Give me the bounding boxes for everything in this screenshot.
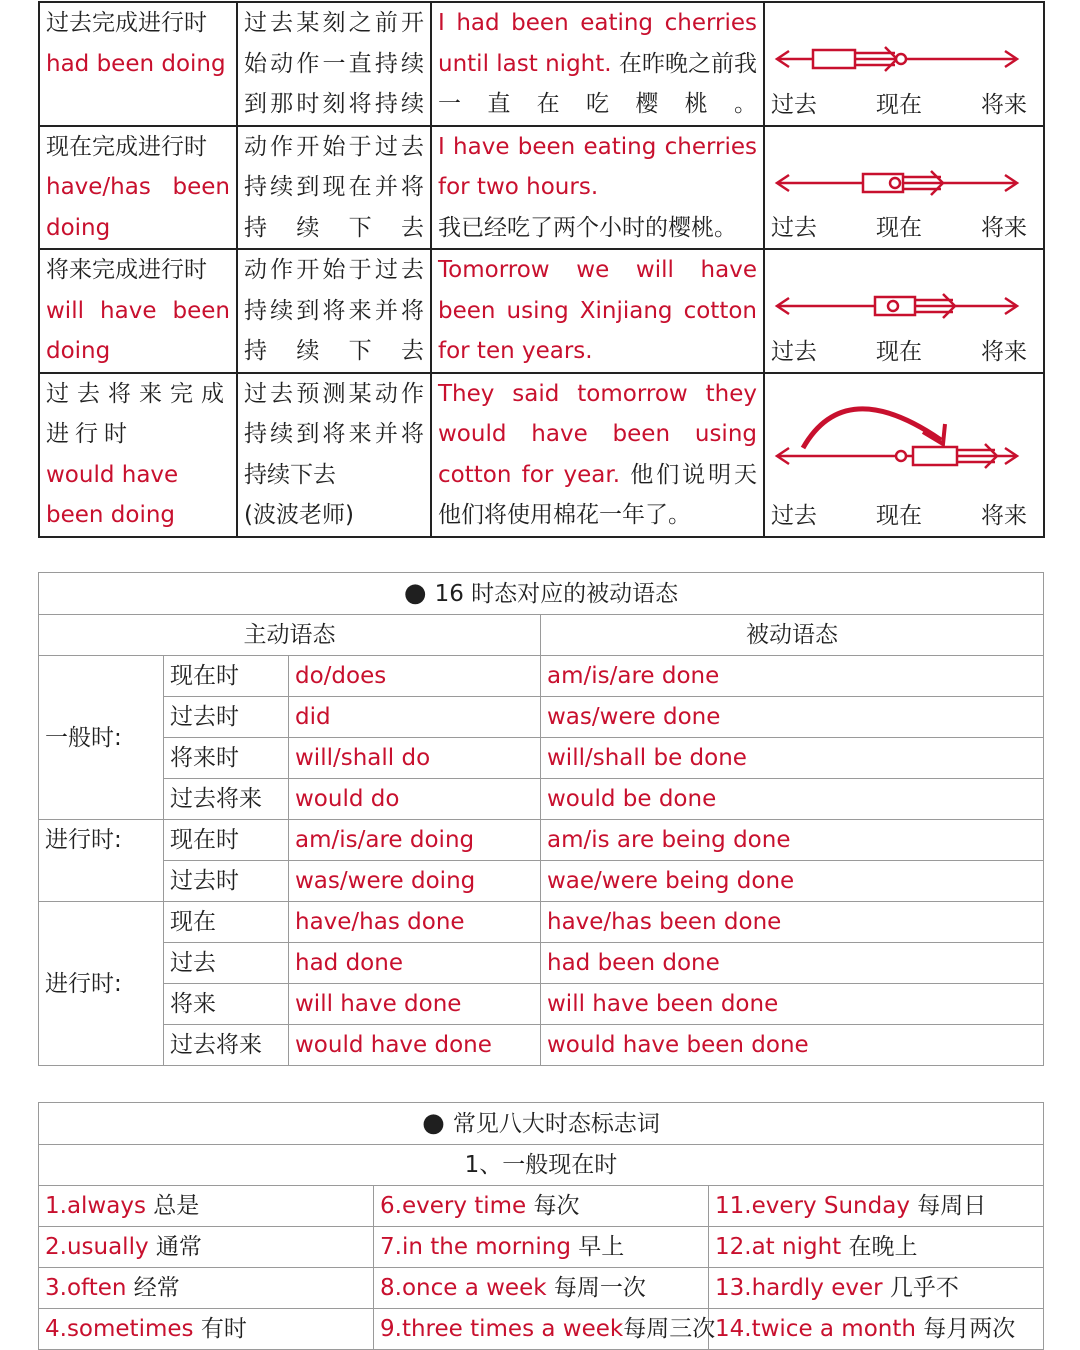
tense-cell: 现在时 [164, 820, 289, 861]
label-past: 过去 [771, 91, 817, 118]
keyword-cn: 经常 [133, 1275, 180, 1301]
timeline-cell [764, 249, 1044, 373]
timeline-cell [764, 373, 1044, 537]
table-row [39, 373, 1044, 537]
keyword-cell [374, 1186, 709, 1227]
tense-cell: 将来 [164, 984, 289, 1025]
label-past: 过去 [771, 338, 817, 365]
label-present: 现在 [876, 502, 922, 529]
keyword-cell [709, 1227, 1044, 1268]
tense-form: had been doing [46, 50, 226, 77]
keyword-section: 1、一般现在时 [39, 1145, 1044, 1186]
keyword-en: 9.three times a week [380, 1316, 624, 1342]
tense-meaning: 过去预测某动作持续到将来并将持续下去 [244, 380, 424, 488]
passive-cell: will have been done [541, 984, 1044, 1025]
table-row [39, 1227, 1044, 1268]
active-cell: have/has done [289, 902, 541, 943]
tense-cell: 现在 [164, 902, 289, 943]
tense-meaning: 动作开始于过去持续到现在并将持续下去 [237, 126, 431, 250]
table-row [39, 1268, 1044, 1309]
keyword-table [38, 1102, 1044, 1350]
timeline-diagram [765, 3, 1044, 87]
keyword-en: 3.often [45, 1275, 127, 1301]
table-row [39, 1186, 1044, 1227]
table-row [39, 820, 1044, 861]
keyword-en: 8.once a week [380, 1275, 547, 1301]
tense-cell: 过去时 [164, 697, 289, 738]
label-future: 将来 [981, 91, 1027, 118]
tense-form: have/has been doing [46, 174, 230, 241]
bullet-icon: ● [403, 578, 427, 608]
keyword-cn: 每周一次 [553, 1275, 646, 1301]
keyword-cn: 每次 [533, 1193, 580, 1219]
passive-title [39, 573, 1044, 615]
tense-name: 现在完成进行时 [46, 133, 207, 160]
tense-cell: 将来时 [164, 738, 289, 779]
label-present: 现在 [876, 338, 922, 365]
tense-example-cell [431, 373, 764, 537]
tense-cell: 过去 [164, 943, 289, 984]
tense-name: 将来完成进行时 [46, 257, 207, 283]
timeline-cell [764, 126, 1044, 250]
timeline-cell [764, 2, 1044, 126]
example-en: They said tomorrow they would have been using cotton for year. [438, 380, 757, 488]
timeline-labels [765, 332, 1043, 372]
passive-cell: am/is are being done [541, 820, 1044, 861]
keyword-en: 4.sometimes [45, 1316, 194, 1342]
keyword-en: 13.hardly ever [715, 1275, 883, 1301]
keyword-cell [374, 1227, 709, 1268]
example-en: Tomorrow we will have been using Xinjiang cotton for ten years. [431, 249, 764, 373]
passive-voice-table [38, 572, 1044, 1066]
keyword-cn: 早上 [578, 1234, 625, 1260]
table-row [39, 249, 1044, 373]
label-future: 将来 [981, 338, 1027, 365]
timeline-labels [765, 85, 1043, 125]
keyword-en: 2.usually [45, 1234, 149, 1260]
table-row [39, 738, 1044, 779]
tense-name-cell [39, 373, 237, 537]
tense-name: 过去完成进行时 [46, 10, 207, 36]
tense-name-cell [39, 126, 237, 250]
keyword-cn: 在晚上 [848, 1234, 918, 1260]
keyword-cn: 每周三次 [623, 1316, 716, 1342]
keyword-cn: 每周日 [917, 1193, 987, 1219]
active-cell: had done [289, 943, 541, 984]
keyword-cell [709, 1309, 1044, 1350]
tense-cell: 过去将来 [164, 779, 289, 820]
active-cell: was/were doing [289, 861, 541, 902]
label-past: 过去 [771, 215, 817, 241]
tense-form: would have been doing [46, 461, 179, 528]
table-row [39, 943, 1044, 984]
passive-cell: had been done [541, 943, 1044, 984]
keyword-en: 11.every Sunday [715, 1193, 910, 1219]
table-row [39, 1309, 1044, 1350]
active-cell: would do [289, 779, 541, 820]
keyword-cn: 通常 [155, 1234, 202, 1260]
timeline-diagram [765, 127, 1044, 211]
passive-cell: am/is/are done [541, 656, 1044, 697]
keyword-cell [374, 1309, 716, 1350]
active-cell: did [289, 697, 541, 738]
keyword-cn: 总是 [153, 1193, 200, 1219]
keyword-cell [374, 1268, 709, 1309]
passive-cell: was/were done [541, 697, 1044, 738]
example-en: I had been eating cherries until last night. [438, 10, 757, 77]
keyword-en: 6.every time [380, 1193, 527, 1219]
table-row [39, 2, 1044, 126]
tense-meaning: 动作开始于过去持续到将来并将持续下去 [237, 249, 431, 373]
tense-meaning-note: (波波老师) [244, 502, 354, 528]
label-future: 将来 [981, 502, 1027, 529]
label-past: 过去 [771, 502, 817, 529]
keyword-cn: 有时 [200, 1316, 247, 1342]
table-row [39, 656, 1044, 697]
tense-cell: 现在时 [164, 656, 289, 697]
timeline-labels [765, 208, 1043, 248]
passive-cell: wae/were being done [541, 861, 1044, 902]
keyword-cell [709, 1186, 1044, 1227]
keyword-en: 7.in the morning [380, 1234, 571, 1260]
active-header: 主动语态 [39, 615, 541, 656]
passive-header: 被动语态 [541, 615, 1044, 656]
tense-form: will have been doing [46, 297, 230, 364]
keyword-cell [39, 1268, 374, 1309]
group-label: 进行时: [39, 902, 164, 1066]
tense-example-cell [431, 2, 764, 126]
example-cn: 他们说明天他们将使用棉花一年了。 [438, 461, 758, 528]
bullet-icon: ● [422, 1108, 445, 1138]
tense-example-cell [431, 126, 764, 250]
table-row [39, 779, 1044, 820]
passive-title-text: 16 时态对应的被动语态 [434, 581, 679, 607]
passive-cell: would have been done [541, 1025, 1044, 1066]
active-cell: do/does [289, 656, 541, 697]
tense-name: 过去将来完成进行时 [46, 380, 230, 447]
passive-cell: would be done [541, 779, 1044, 820]
keyword-title-text: 常见八大时态标志词 [452, 1111, 660, 1137]
table-row [39, 697, 1044, 738]
tense-name-cell [39, 2, 237, 126]
table-row [39, 902, 1044, 943]
passive-cell: will/shall be done [541, 738, 1044, 779]
tense-name-cell [39, 249, 237, 373]
group-label: 一般时: [39, 656, 164, 820]
keyword-cell [709, 1268, 1044, 1309]
active-cell: am/is/are doing [289, 820, 541, 861]
example-en: I have been eating cherries for two hours. [438, 133, 757, 200]
timeline-labels [765, 496, 1043, 536]
keyword-en: 1.always [45, 1193, 146, 1219]
label-present: 现在 [876, 91, 922, 118]
tense-cell: 过去时 [164, 861, 289, 902]
active-cell: will have done [289, 984, 541, 1025]
keyword-cell [39, 1186, 374, 1227]
label-present: 现在 [876, 215, 922, 241]
keyword-cell [39, 1309, 374, 1350]
timeline-diagram [765, 250, 1044, 334]
active-cell: would have done [289, 1025, 541, 1066]
group-label: 进行时: [39, 820, 164, 902]
example-cn: 在昨晚之前我一直在吃樱桃。 [438, 50, 758, 117]
tense-meaning: 过去某刻之前开始动作一直持续到那时刻将持续 [237, 2, 431, 126]
keyword-cn: 几乎不 [889, 1275, 959, 1301]
label-future: 将来 [981, 215, 1027, 241]
example-cn: 我已经吃了两个小时的樱桃。 [438, 214, 737, 241]
table-row [39, 1025, 1044, 1066]
tense-table [38, 1, 1045, 538]
keyword-en: 12.at night [715, 1234, 842, 1260]
keyword-title [39, 1103, 1044, 1145]
keyword-cn: 每月两次 [923, 1316, 1016, 1342]
keyword-cell [39, 1227, 374, 1268]
timeline-diagram [765, 374, 1044, 498]
table-row [39, 861, 1044, 902]
table-row [39, 126, 1044, 250]
tense-meaning-cell [237, 373, 431, 537]
table-row [39, 984, 1044, 1025]
passive-cell: have/has been done [541, 902, 1044, 943]
tense-cell: 过去将来 [164, 1025, 289, 1066]
active-cell: will/shall do [289, 738, 541, 779]
keyword-en: 14.twice a month [715, 1316, 916, 1342]
